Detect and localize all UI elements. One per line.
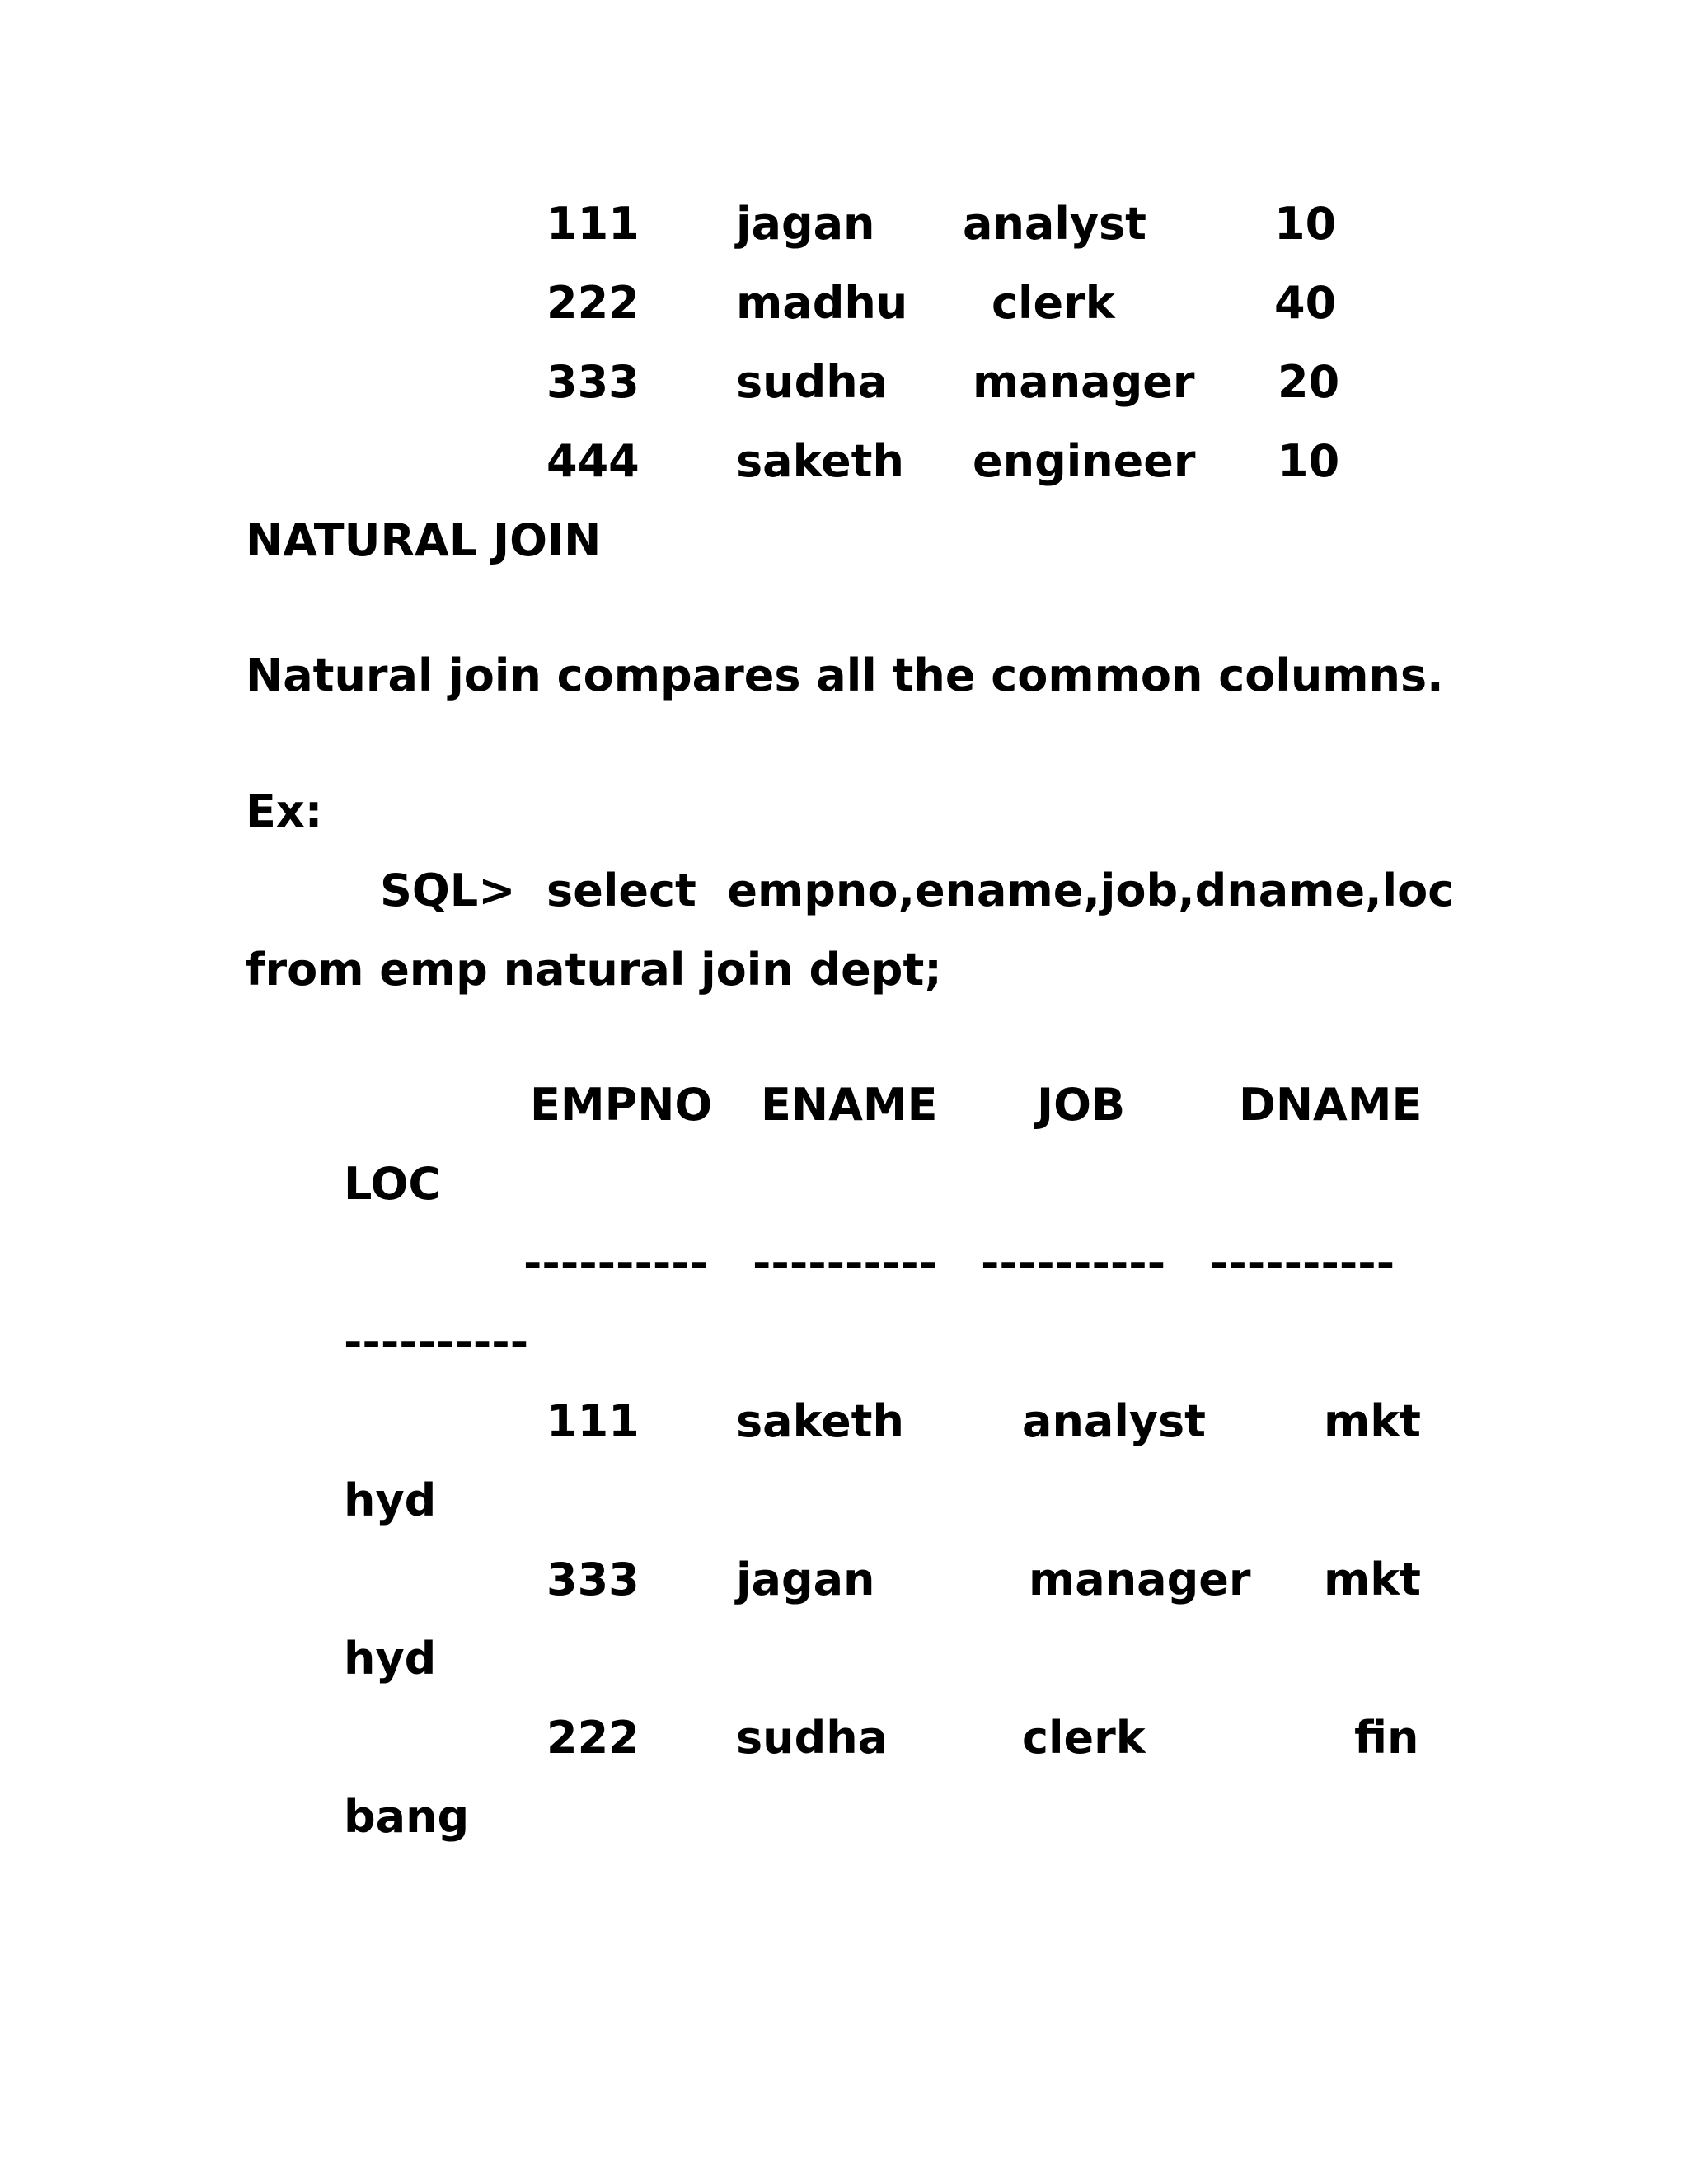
top-row-2-col-1: 222 (546, 277, 640, 329)
example-label: Ex: (246, 785, 323, 837)
result-row-1-job: analyst (1022, 1395, 1206, 1447)
top-row-4-col-2: saketh (736, 435, 904, 487)
result-row-2-job: manager (1029, 1554, 1251, 1605)
top-row-2-col-2: madhu (736, 277, 908, 329)
result-header-loc: LOC (344, 1158, 442, 1210)
top-row-3-col-4: 20 (1278, 356, 1340, 408)
sql-line-1: SQL> select empno,ename,job,dname,loc (380, 865, 1455, 916)
separator-segment-5: ---------- (344, 1316, 529, 1368)
separator-segment-4: ---------- (1210, 1237, 1395, 1289)
result-row-2-empno: 333 (546, 1554, 640, 1605)
result-row-3-empno: 222 (546, 1712, 640, 1764)
top-row-3-col-1: 333 (546, 356, 640, 408)
result-header-dname: DNAME (1239, 1079, 1423, 1131)
result-row-2-ename: jagan (736, 1554, 875, 1605)
top-row-3-col-2: sudha (736, 356, 889, 408)
top-row-4-col-1: 444 (546, 435, 640, 487)
top-row-1-col-2: jagan (736, 198, 875, 250)
top-row-4-col-4: 10 (1278, 435, 1340, 487)
top-row-1-col-4: 10 (1274, 198, 1337, 250)
top-row-1-col-3: analyst (963, 198, 1146, 250)
result-row-2-dname: mkt (1324, 1554, 1421, 1605)
result-row-3-job: clerk (1022, 1712, 1146, 1764)
result-header-empno: EMPNO (530, 1079, 713, 1131)
result-row-1-empno: 111 (546, 1395, 640, 1447)
description-text: Natural join compares all the common columns. (246, 649, 1444, 701)
result-header-job: JOB (1037, 1079, 1126, 1131)
result-row-1-dname: mkt (1324, 1395, 1421, 1447)
separator-segment-2: ---------- (753, 1237, 938, 1289)
result-row-1-loc: hyd (344, 1474, 437, 1526)
top-row-4-col-3: engineer (973, 435, 1196, 487)
top-row-1-col-1: 111 (546, 198, 640, 250)
separator-segment-3: ---------- (981, 1237, 1166, 1289)
section-heading: NATURAL JOIN (246, 514, 602, 566)
result-row-3-ename: sudha (736, 1712, 889, 1764)
top-row-2-col-3: clerk (992, 277, 1115, 329)
result-row-1-ename: saketh (736, 1395, 904, 1447)
result-header-ename: ENAME (761, 1079, 938, 1131)
result-row-3-dname: fin (1354, 1712, 1419, 1764)
top-row-3-col-3: manager (973, 356, 1195, 408)
sql-line-2: from emp natural join dept; (246, 944, 942, 996)
result-row-2-loc: hyd (344, 1633, 437, 1685)
result-row-3-loc: bang (344, 1791, 470, 1843)
separator-segment-1: ---------- (523, 1237, 709, 1289)
top-row-2-col-4: 40 (1274, 277, 1337, 329)
